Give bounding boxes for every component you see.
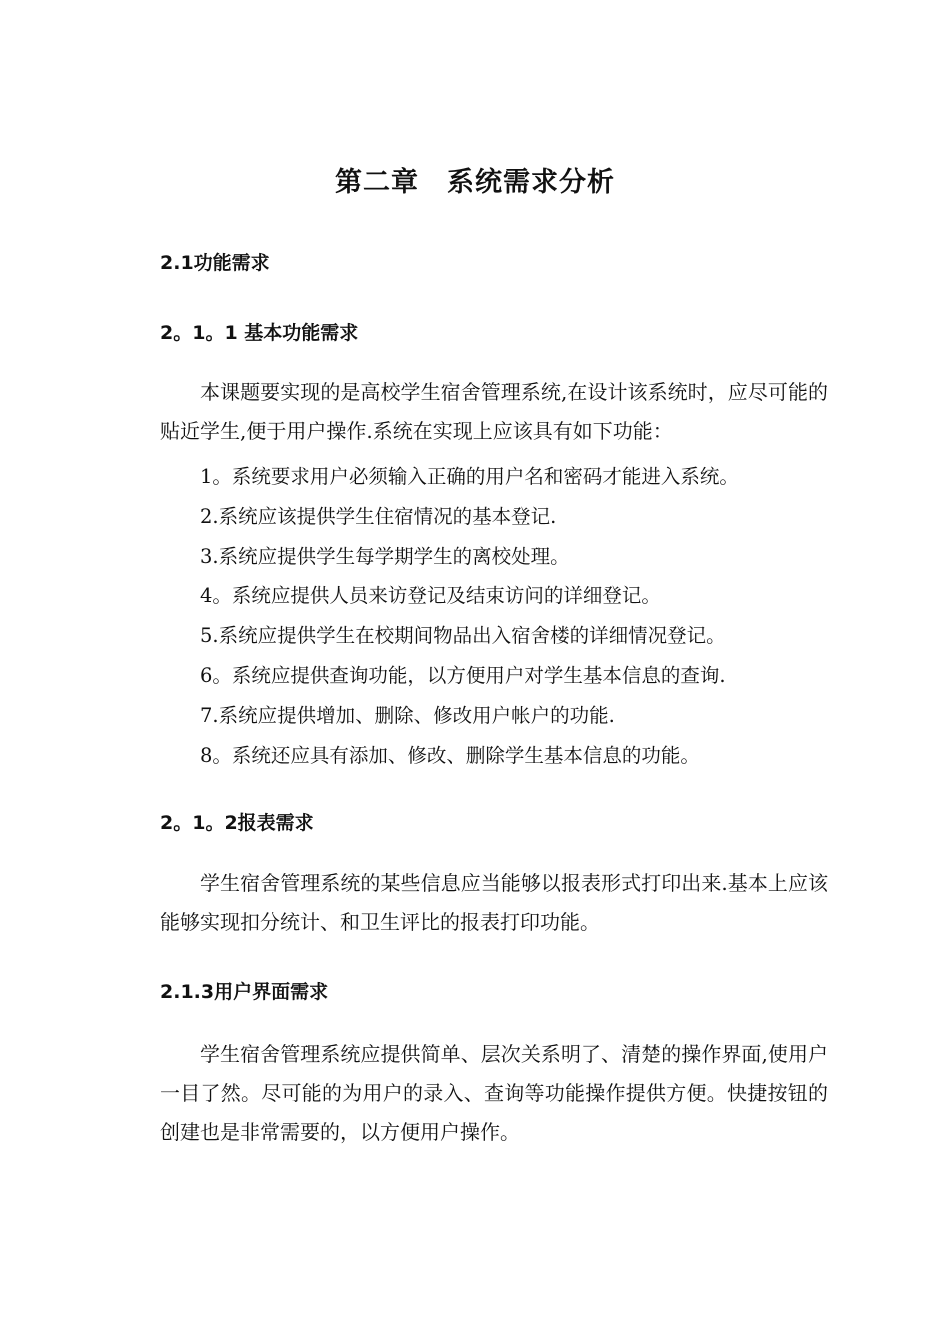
section-heading-2-1-1: 2。1。1 基本功能需求 [160, 322, 359, 344]
list-item: 6。系统应提供查询功能，以方便用户对学生基本信息的查询. [200, 663, 726, 687]
list-item: 7.系统应提供增加、删除、修改用户帐户的功能. [200, 703, 615, 727]
basic-requirements-intro: 本课题要实现的是高校学生宿舍管理系统,在设计该系统时，应尽可能的贴近学生,便于用户操作.系统在实现上应该具有如下功能： [160, 380, 828, 443]
list-item: 8。系统还应具有添加、修改、删除学生基本信息的功能。 [200, 743, 700, 767]
section-heading-2-1: 2.1功能需求 [160, 252, 270, 274]
list-item: 5.系统应提供学生在校期间物品出入宿舍楼的详细情况登记。 [200, 624, 726, 648]
ui-requirements-body: 学生宿舍管理系统应提供简单、层次关系明了、清楚的操作界面,使用户一目了然。尽可能的为用户的录入、查询等功能操作提供方便。快捷按钮的创建也是非常需要的，以方便用户操作。 [160, 1042, 828, 1144]
section-heading-2-1-2: 2。1。2报表需求 [160, 812, 314, 834]
section-heading-2-1-3: 2.1.3用户界面需求 [160, 981, 329, 1003]
list-item: 3.系统应提供学生每学期学生的离校处理。 [200, 544, 570, 568]
basic-requirements-list [200, 457, 739, 775]
list-item: 2.系统应该提供学生住宿情况的基本登记. [200, 504, 557, 528]
chapter-title: 第二章 系统需求分析 [335, 167, 615, 198]
report-requirements-body: 学生宿舍管理系统的某些信息应当能够以报表形式打印出来.基本上应该能够实现扣分统计、和卫生评比的报表打印功能。 [160, 871, 828, 934]
list-item: 1。系统要求用户必须输入正确的用户名和密码才能进入系统。 [200, 465, 739, 488]
list-item: 4。系统应提供人员来访登记及结束访问的详细登记。 [200, 584, 661, 608]
